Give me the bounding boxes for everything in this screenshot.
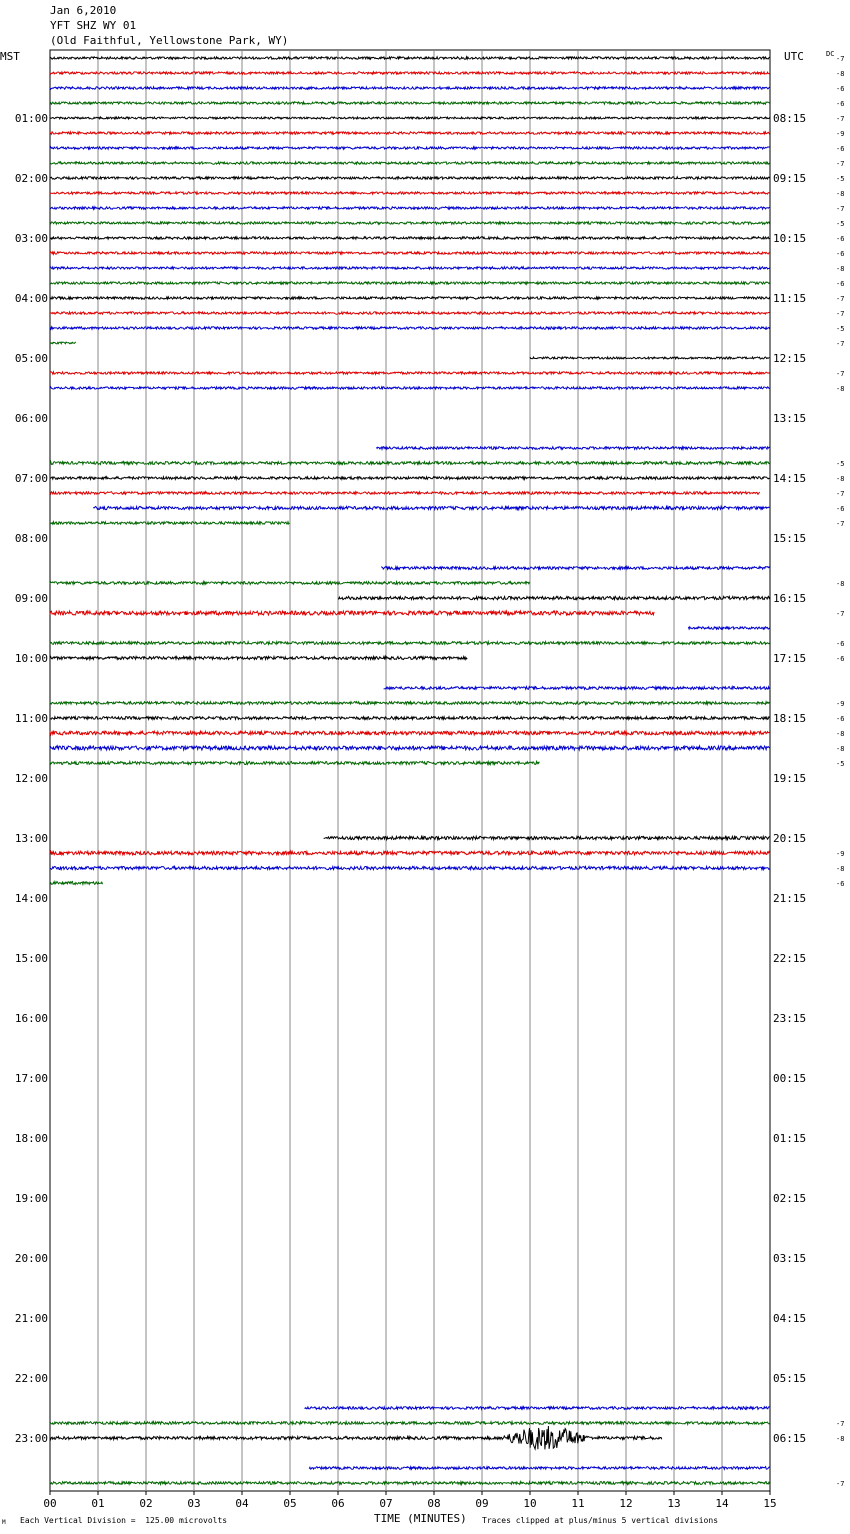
mst-hour-label: 12:00: [14, 772, 48, 785]
dc-offset-label: -7: [836, 295, 845, 303]
dc-offset-label: -7: [836, 370, 845, 378]
utc-hour-label: 08:15: [773, 112, 807, 125]
utc-hour-label: 17:15: [773, 652, 807, 665]
dc-offset-label: -7: [836, 1420, 845, 1428]
x-tick-label: 14: [715, 1497, 729, 1510]
seismogram-trace: [50, 252, 770, 254]
seismogram-trace: [50, 1422, 770, 1425]
dc-offset-label: -6: [836, 85, 845, 93]
utc-hour-label: 20:15: [773, 832, 807, 845]
utc-hour-label: 05:15: [773, 1372, 807, 1385]
seismogram-trace: [50, 372, 770, 374]
seismogram-trace: [50, 746, 770, 750]
dc-offset-label: -7: [836, 490, 845, 498]
seismogram-trace: [50, 312, 770, 314]
mst-hour-label: 02:00: [14, 172, 48, 185]
x-tick-label: 15: [763, 1497, 777, 1510]
seismogram-trace: [50, 162, 770, 164]
plot-frame: [50, 50, 770, 1491]
seismogram-trace: [50, 611, 654, 615]
utc-hour-label: 21:15: [773, 892, 807, 905]
dc-offset-label: -8: [836, 865, 845, 873]
utc-hour-label: 13:15: [773, 412, 807, 425]
seismogram-trace: [50, 267, 770, 269]
x-tick-label: 09: [475, 1497, 489, 1510]
seismogram-trace: [50, 522, 289, 525]
seismogram-trace: [50, 492, 760, 495]
mst-hour-label: 23:00: [14, 1432, 48, 1445]
mst-hour-label: 20:00: [14, 1252, 48, 1265]
dc-offset-label: -6: [836, 100, 845, 108]
dc-offset-label: -8: [836, 730, 845, 738]
dc-offset-label: -6: [836, 715, 845, 723]
x-tick-label: 12: [619, 1497, 633, 1510]
x-tick-label: 08: [427, 1497, 441, 1510]
mst-hour-label: 05:00: [14, 352, 48, 365]
dc-offset-label: -7: [836, 520, 845, 528]
seismogram-trace: [50, 132, 770, 134]
dc-offset-label: -6: [836, 280, 845, 288]
seismogram-trace: [50, 866, 770, 869]
mst-hour-label: 04:00: [14, 292, 48, 305]
utc-hour-label: 19:15: [773, 772, 807, 785]
utc-hour-label: 18:15: [773, 712, 807, 725]
seismogram-trace: [50, 192, 770, 194]
utc-hour-label: 15:15: [773, 532, 807, 545]
seismogram-trace: [50, 207, 770, 209]
utc-hour-label: 22:15: [773, 952, 807, 965]
dc-offset-label: -6: [836, 655, 845, 663]
clip-note: Traces clipped at plus/minus 5 vertical divisions: [482, 1516, 719, 1525]
dc-offset-label: -5: [836, 760, 845, 768]
utc-hour-label: 16:15: [773, 592, 807, 605]
seismogram-trace: [50, 717, 770, 720]
seismogram-trace: [50, 1482, 770, 1485]
seismogram-trace: [50, 762, 539, 765]
x-tick-label: 06: [331, 1497, 345, 1510]
mst-hour-label: 07:00: [14, 472, 48, 485]
seismogram-trace: [50, 1426, 662, 1449]
dc-offset-label: -9: [836, 130, 845, 138]
seismogram-trace: [93, 506, 769, 509]
x-tick-label: 01: [91, 1497, 105, 1510]
seismogram-trace: [50, 882, 103, 885]
dc-offset-label: -8: [836, 745, 845, 753]
mst-hour-label: 08:00: [14, 532, 48, 545]
dc-offset-label: -9: [836, 850, 845, 858]
mst-hour-label: 06:00: [14, 412, 48, 425]
x-tick-label: 02: [139, 1497, 153, 1510]
mst-hour-label: 22:00: [14, 1372, 48, 1385]
dc-offset-label: -7: [836, 610, 845, 618]
dc-offset-label: -8: [836, 1435, 845, 1443]
right-timezone-label: UTC: [784, 50, 804, 63]
x-tick-label: 00: [43, 1497, 57, 1510]
left-timezone-label: MST: [0, 50, 20, 63]
dc-offset-label: -6: [836, 145, 845, 153]
seismogram-trace: [309, 1467, 770, 1470]
dc-offset-label: -7: [836, 55, 845, 63]
x-tick-label: 07: [379, 1497, 393, 1510]
dc-offset-label: -8: [836, 475, 845, 483]
dc-offset-label: -6: [836, 235, 845, 243]
dc-offset-label: -5: [836, 175, 845, 183]
dc-offset-label: -6: [836, 640, 845, 648]
mst-hour-label: 11:00: [14, 712, 48, 725]
mst-hour-label: 18:00: [14, 1132, 48, 1145]
utc-hour-label: 00:15: [773, 1072, 807, 1085]
seismogram-trace: [688, 627, 769, 629]
seismogram-trace: [50, 72, 770, 74]
dc-offset-label: -5: [836, 460, 845, 468]
mst-hour-label: 03:00: [14, 232, 48, 245]
seismogram-trace: [50, 177, 770, 179]
seismogram-trace: [324, 836, 770, 839]
seismogram-trace: [338, 596, 770, 599]
station-name: (Old Faithful, Yellowstone Park, WY): [50, 34, 289, 47]
seismogram-trace: [381, 567, 770, 570]
x-tick-label: 13: [667, 1497, 681, 1510]
corner-mark: M: [2, 1519, 6, 1526]
seismogram-trace: [50, 57, 770, 59]
utc-hour-label: 01:15: [773, 1132, 807, 1145]
seismogram-trace: [50, 387, 770, 389]
dc-offset-label: -7: [836, 205, 845, 213]
dc-offset-label: -7: [836, 115, 845, 123]
mst-hour-label: 01:00: [14, 112, 48, 125]
seismogram-trace: [384, 687, 770, 690]
seismogram-trace: [50, 477, 770, 480]
seismogram-trace: [376, 447, 769, 450]
mst-hour-label: 10:00: [14, 652, 48, 665]
mst-hour-label: 17:00: [14, 1072, 48, 1085]
x-tick-label: 11: [571, 1497, 585, 1510]
dc-offset-label: -5: [836, 325, 845, 333]
x-tick-label: 10: [523, 1497, 537, 1510]
x-tick-label: 04: [235, 1497, 249, 1510]
mst-hour-label: 14:00: [14, 892, 48, 905]
utc-hour-label: 06:15: [773, 1432, 807, 1445]
utc-hour-label: 12:15: [773, 352, 807, 365]
dc-offset-label: -5: [836, 220, 845, 228]
dc-offset-label: -7: [836, 160, 845, 168]
mst-hour-label: 13:00: [14, 832, 48, 845]
seismogram-trace: [50, 342, 76, 344]
seismogram-trace: [50, 702, 770, 705]
dc-offset-label: -8: [836, 385, 845, 393]
utc-hour-label: 11:15: [773, 292, 807, 305]
utc-hour-label: 04:15: [773, 1312, 807, 1325]
dc-offset-label: -9: [836, 700, 845, 708]
seismogram-trace: [530, 357, 769, 359]
seismogram-trace: [50, 102, 770, 104]
seismogram-trace: [50, 87, 770, 89]
mst-hour-label: 15:00: [14, 952, 48, 965]
dc-offset-label: -8: [836, 580, 845, 588]
seismogram-trace: [50, 222, 770, 224]
mst-hour-label: 16:00: [14, 1012, 48, 1025]
mst-hour-label: 19:00: [14, 1192, 48, 1205]
dc-offset-label: -6: [836, 880, 845, 888]
seismogram-trace: [50, 237, 770, 239]
utc-hour-label: 14:15: [773, 472, 807, 485]
dc-offset-label: -7: [836, 310, 845, 318]
mst-hour-label: 21:00: [14, 1312, 48, 1325]
seismogram-trace: [50, 851, 770, 855]
dc-offset-label: -7: [836, 340, 845, 348]
utc-hour-label: 03:15: [773, 1252, 807, 1265]
mst-hour-label: 09:00: [14, 592, 48, 605]
seismogram-trace: [50, 282, 770, 284]
utc-hour-label: 23:15: [773, 1012, 807, 1025]
station-code: YFT SHZ WY 01: [50, 19, 137, 32]
seismogram-trace: [50, 657, 467, 660]
seismogram-trace: [50, 327, 770, 329]
dc-offset-label: -7: [836, 1480, 845, 1488]
seismogram-trace: [50, 731, 770, 735]
plot-date: Jan 6,2010: [50, 4, 117, 17]
scale-note: Each Vertical Division = 125.00 microvolts: [20, 1516, 228, 1525]
x-tick-label: 03: [187, 1497, 201, 1510]
dc-offset-label: -8: [836, 265, 845, 273]
x-tick-label: 05: [283, 1497, 297, 1510]
dc-offset-label: -8: [836, 190, 845, 198]
dc-offset-header: DC: [826, 50, 835, 58]
seismogram-trace: [50, 117, 770, 119]
x-axis-title: TIME (MINUTES): [374, 1512, 467, 1525]
seismogram-trace: [50, 642, 770, 645]
utc-hour-label: 09:15: [773, 172, 807, 185]
dc-offset-label: -6: [836, 505, 845, 513]
seismogram-trace: [50, 297, 770, 299]
dc-offset-label: -8: [836, 70, 845, 78]
utc-hour-label: 10:15: [773, 232, 807, 245]
seismogram-trace: [50, 462, 770, 465]
seismogram-trace: [304, 1407, 770, 1410]
utc-hour-label: 02:15: [773, 1192, 807, 1205]
dc-offset-label: -6: [836, 250, 845, 258]
seismogram-trace: [50, 147, 770, 149]
